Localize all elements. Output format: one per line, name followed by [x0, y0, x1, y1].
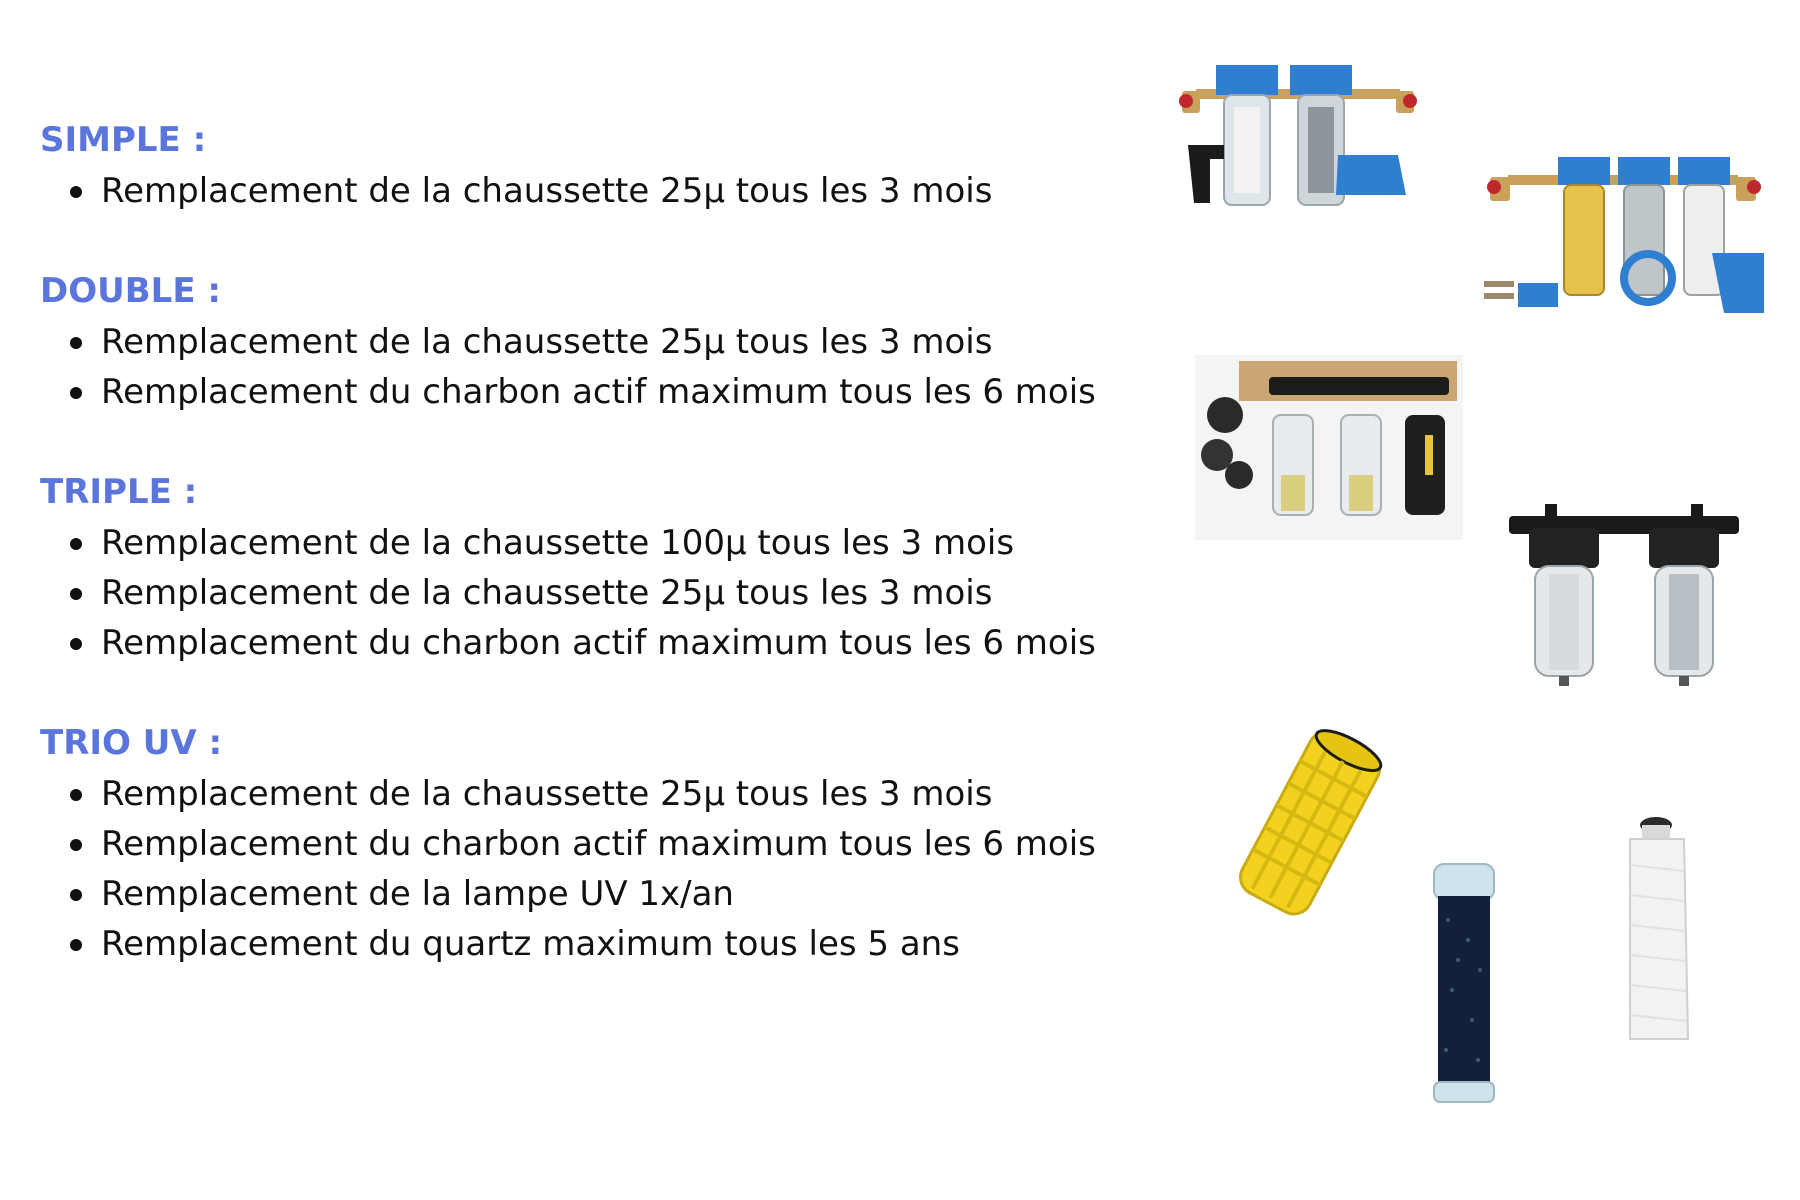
list-item: Remplacement du charbon actif maximum tous les 6 mois	[40, 819, 1096, 869]
yellow-mesh-cartridge-photo	[1220, 723, 1400, 923]
carbon-cartridge-photo	[1428, 860, 1500, 1105]
sediment-string-cartridge-photo	[1622, 815, 1692, 1051]
item-list	[40, 769, 1096, 969]
list-item: Remplacement du quartz maximum tous les 5 ans	[40, 919, 1096, 969]
triple-filter-photo	[1478, 153, 1768, 323]
section-title: TRIPLE :	[40, 472, 198, 512]
section-triple	[40, 470, 1096, 668]
section-trio-uv	[40, 721, 1096, 969]
list-item: Remplacement de la chaussette 25µ tous les 3 mois	[40, 166, 992, 216]
section-simple	[40, 118, 992, 216]
list-item: Remplacement de la chaussette 25µ tous les 3 mois	[40, 568, 1096, 618]
item-list	[40, 518, 1096, 668]
double-filter-photo	[1178, 55, 1418, 220]
double-clear-filter-photo	[1505, 500, 1743, 690]
list-item: Remplacement de la chaussette 25µ tous les 3 mois	[40, 317, 1096, 367]
section-title: SIMPLE :	[40, 120, 207, 160]
list-item: Remplacement de la chaussette 25µ tous les 3 mois	[40, 769, 1096, 819]
item-list	[40, 317, 1096, 417]
section-title: TRIO UV :	[40, 723, 223, 763]
boxed-filter-set-photo	[1195, 355, 1463, 540]
section-title: DOUBLE :	[40, 271, 221, 311]
list-item: Remplacement du charbon actif maximum tous les 6 mois	[40, 367, 1096, 417]
section-double	[40, 269, 1096, 417]
list-item: Remplacement de la chaussette 100µ tous les 3 mois	[40, 518, 1096, 568]
item-list	[40, 166, 992, 216]
list-item: Remplacement de la lampe UV 1x/an	[40, 869, 1096, 919]
list-item: Remplacement du charbon actif maximum tous les 6 mois	[40, 618, 1096, 668]
